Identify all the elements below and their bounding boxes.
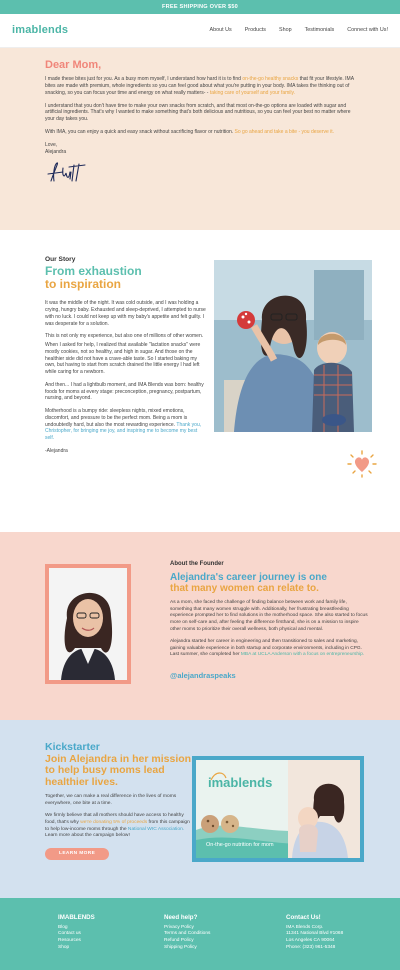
- kickstarter-promo-card[interactable]: [192, 756, 364, 862]
- nav-about-us[interactable]: About Us: [209, 26, 232, 33]
- nav-shop[interactable]: Shop: [278, 26, 292, 33]
- story-text: [45, 256, 207, 455]
- story-paragraph-5: Motherhood is a bumpy ride: sleepless nights, mixed emotions, discomfort, and pressure to be the perfect mom. Being a mom is undoubtedly hard, but also the most rewarding experience. Thank you, Christopher, for bringing me joy, and inspiring me to become my best self.: [45, 408, 202, 442]
- nav-links: [210, 27, 388, 34]
- founder-photo: [49, 568, 127, 680]
- story-sign: -Alejandra: [45, 447, 68, 454]
- about-founder-section: [0, 532, 400, 720]
- nav-products[interactable]: Products: [244, 26, 266, 33]
- dear-mom-letter: [0, 48, 400, 230]
- promo-image: [196, 760, 360, 858]
- wic-link[interactable]: National WIC Association.: [127, 826, 185, 832]
- learn-more-button[interactable]: LEARN MORE: [45, 848, 109, 860]
- footer-help-heading: Need help?: [164, 914, 198, 921]
- site-logo[interactable]: imablends: [12, 24, 69, 37]
- founder-paragraph-1: As a mom, she faced the challenge of finding balance between work and family life, something that many women struggle with. Additionally, her frustrating breastfeeding experience prompted her to find solutions in the motherhood space. She also started to focus more on self-care and, after feeling the difference firsthand, she is on a mission to inspire other moms to prioritize their overall wellness, both physical and mental.: [170, 600, 368, 632]
- shipping-banner: FREE SHIPPING OVER $50: [0, 0, 400, 14]
- mother-baby-photo: [214, 260, 372, 432]
- our-story-section: [0, 230, 400, 532]
- story-paragraph-4: And then... I had a lightbulb moment, and IMA Blends was born: healthy foods for moms at every stage: preconception, pregnancy, postpartum, nursing, and beyond.: [45, 381, 204, 402]
- kickstarter-section: [0, 720, 400, 898]
- footer-link-refund[interactable]: Refund Policy: [164, 938, 194, 944]
- footer-col-contact: [286, 914, 343, 951]
- footer-link-terms[interactable]: Terms and Conditions: [164, 931, 211, 937]
- footer-company-name: IMA Blends Corp.: [286, 924, 324, 930]
- footer-link-privacy[interactable]: Privacy Policy: [164, 924, 194, 930]
- founder-photo-frame: [45, 564, 131, 684]
- footer-address-line-2: Los Angeles CA 90064: [286, 938, 335, 944]
- main-nav: [0, 14, 400, 48]
- heart-sun-icon: [345, 448, 379, 480]
- footer-address-line-1: 11341 National Blvd #1068: [286, 931, 344, 937]
- kickstarter-paragraph-1: Together, we can make a real difference in the lives of moms everywhere, one bite at a time.: [45, 794, 177, 806]
- letter-paragraph-2: I understand that you don't have time to make your own snacks from scratch, and that most on-the-go options are loaded with sugar and artificial ingredients. That's why I wanted to make something that's both delicious and nutritious, so you can feel your best no matter where your day takes you.: [45, 102, 351, 123]
- promo-logo: imablends: [208, 775, 273, 790]
- footer-link-resources[interactable]: Resources: [58, 938, 81, 944]
- letter-paragraph-1: I made these bites just for you. As a busy mom myself, I understand how hard it is to find on-the-go healthy snacks that fit your lifestyle. IMA bites are made with premium, whole ingredients so you can feel good about what you're putting in your body. IMA takes the thinking out of snacking, so you can focus your time and energy on what really matters- - taking care of yourself and your family.: [45, 75, 354, 96]
- footer-col-brand: [58, 914, 95, 951]
- founder-paragraph-2: Alejandra started her career in engineering and then transitioned to sales and marketing, gaining valuable experience in both startup and corporate environments, including in CPG. Last summer, she completed her MBA at UCLA Anderson with a focus on entrepreneurship.: [170, 639, 365, 658]
- footer-phone[interactable]: Phone: (323) 961-5348: [286, 944, 336, 950]
- story-paragraph-1: It was the middle of the night. It was cold outside, and I was holding a crying, hungry baby. Exhausted and sleep-deprived, I attempted to nurse with no luck. I could not keep up with my baby's appetite and felt guilty. I was desperate for a solution.: [45, 300, 206, 327]
- footer-link-contact[interactable]: Contact us: [58, 931, 81, 937]
- footer-contact-heading: Contact Us!: [286, 914, 321, 921]
- founder-text: [170, 560, 370, 681]
- footer-col-help: [164, 914, 210, 951]
- story-paragraph-2: This is not only my experience, but also one of millions of other women.: [45, 333, 204, 340]
- nav-connect[interactable]: Connect with Us!: [347, 26, 388, 33]
- story-paragraph-3: When I asked for help, I realized that available "lactation snacks" were mostly cookies, not so healthy, and high in sugar. And those on the healthier side did not have a crave-able taste. So I started baking my own, but having to start from scratch drained the little energy I had left while caring for a newborn.: [45, 342, 201, 376]
- letter-greeting: Dear Mom,: [45, 59, 102, 71]
- kickstarter-eyebrow: Kickstarter: [45, 741, 100, 753]
- mba-link[interactable]: MBA at UCLA Anderson with a focus on entrepreneurship.: [240, 652, 365, 658]
- nav-testimonials[interactable]: Testimonials: [304, 26, 335, 33]
- social-handle-link[interactable]: @alejandraspeaks: [170, 670, 236, 680]
- letter-paragraph-3: With IMA, you can enjoy a quick and easy snack without sacrificing flavor or nutrition. So go ahead and take a bite - you deserve it.: [45, 129, 335, 136]
- promo-tagline: On-the-go nutrition for mom: [206, 842, 274, 848]
- founder-title: Alejandra's career journey is one that many women can relate to.: [170, 572, 327, 595]
- footer-link-shop[interactable]: Shop: [58, 944, 70, 950]
- kickstarter-title: Join Alejandra in her mission to help busy moms lead healthier lives.: [45, 752, 192, 788]
- story-eyebrow: Our Story: [45, 256, 76, 263]
- kickstarter-paragraph-2: We firmly believe that all mothers should have access to healthy food, that's why we're donating 5% of proceeds from this campaign to help low-income moms through the National WIC Association. Learn more about the campaign below!: [45, 813, 190, 839]
- letter-signoff: Love, Alejandra: [45, 142, 67, 155]
- footer-brand-heading: IMABLENDS: [58, 914, 95, 921]
- founder-eyebrow: About the Founder: [170, 561, 224, 567]
- kickstarter-text: [45, 742, 193, 860]
- handwritten-signature: [45, 159, 89, 185]
- footer-link-shipping[interactable]: Shipping Policy: [164, 944, 197, 950]
- footer-link-blog[interactable]: Blog: [58, 924, 68, 930]
- story-title: From exhaustion to inspiration: [45, 263, 142, 292]
- site-footer: [0, 898, 400, 970]
